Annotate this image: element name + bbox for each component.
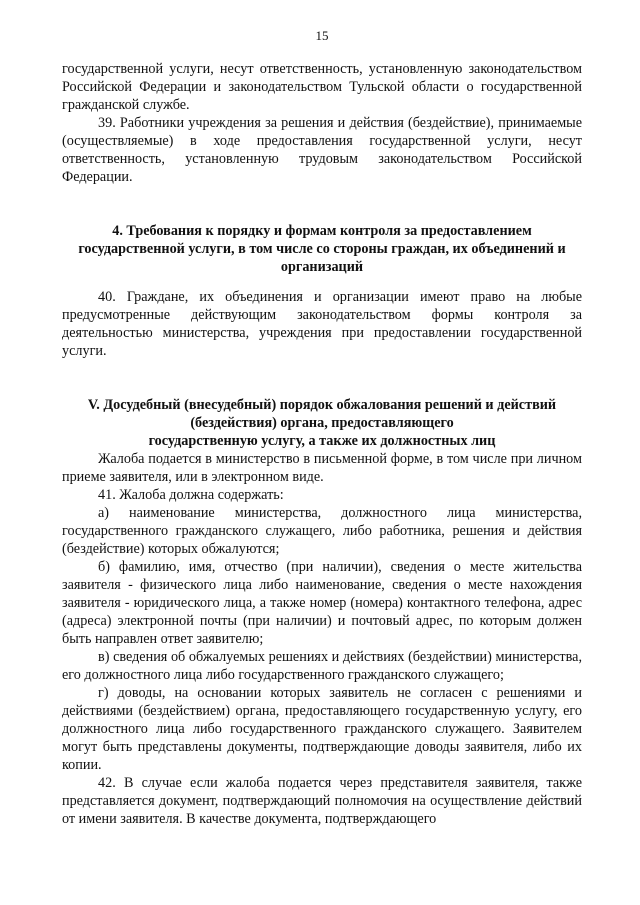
spacer [62,276,582,288]
spacer [62,360,582,396]
section-5-heading-line-1: V. Досудебный (внесудебный) порядок обжалования решений и действий (бездействия) органа, предоставляющего [87,397,557,431]
section-5-heading-line-2: государственную услугу, а также их должностных лиц [148,433,496,449]
document-page [62,28,582,828]
page-number: 15 [315,28,329,43]
paragraph-continuation: государственной услуги, несут ответственность, установленную законодательством Российской Федерации и законодательством Тульской области о государственной гражданской службе. [62,61,582,113]
paragraph-41-b: б) фамилию, имя, отчество (при наличии), сведения о месте жительства заявителя - физического лица либо наименование, сведения о месте нахождения заявителя - юридического лица, а также номер (номера) контактного телефона, адрес (адреса) электронной почты (при наличии) и почтовый адрес, по которым должен быть направлен ответ заявителю; [62,559,582,647]
section-4-heading: 4. Требования к порядку и формам контроля за предоставлением государственной услуги, в том числе со стороны граждан, их объединений и организаций [78,223,566,275]
spacer [62,186,582,222]
paragraph-39: 39. Работники учреждения за решения и действия (бездействие), принимаемые (осуществляемые) в ходе предоставления государственной услуги, несут ответственность, установленную трудовым законодательством Российской Федерации. [62,115,582,185]
paragraph-40: 40. Граждане, их объединения и организации имеют право на любые предусмотренные действующим законодательством формы контроля за деятельностью министерства, учреждения при предоставлении государственной услуги. [62,289,582,359]
paragraph-complaint-intro: Жалоба подается в министерство в письменной форме, в том числе при личном приеме заявителя, или в электронном виде. [62,451,582,485]
paragraph-42: 42. В случае если жалоба подается через представителя заявителя, также представляется документ, подтверждающий полномочия на осуществление действий от имени заявителя. В качестве документа, подтверждающего [62,775,582,827]
paragraph-41-a: а) наименование министерства, должностного лица министерства, государственного гражданского служащего, либо работника, решения и действия (бездействие) которых обжалуются; [62,505,582,557]
paragraph-41-g: г) доводы, на основании которых заявитель не согласен с решениями и действиями (бездействием) органа, предоставляющего государственную услугу, его должностного лица либо государственного гражданского служащего. Заявителем могут быть представлены документы, подтверждающие доводы заявителя, либо их копии. [62,685,582,773]
paragraph-41-v: в) сведения об обжалуемых решениях и действиях (бездействии) министерства, его должностного лица либо государственного гражданского служащего; [62,649,582,683]
paragraph-41: 41. Жалоба должна содержать: [98,487,284,503]
